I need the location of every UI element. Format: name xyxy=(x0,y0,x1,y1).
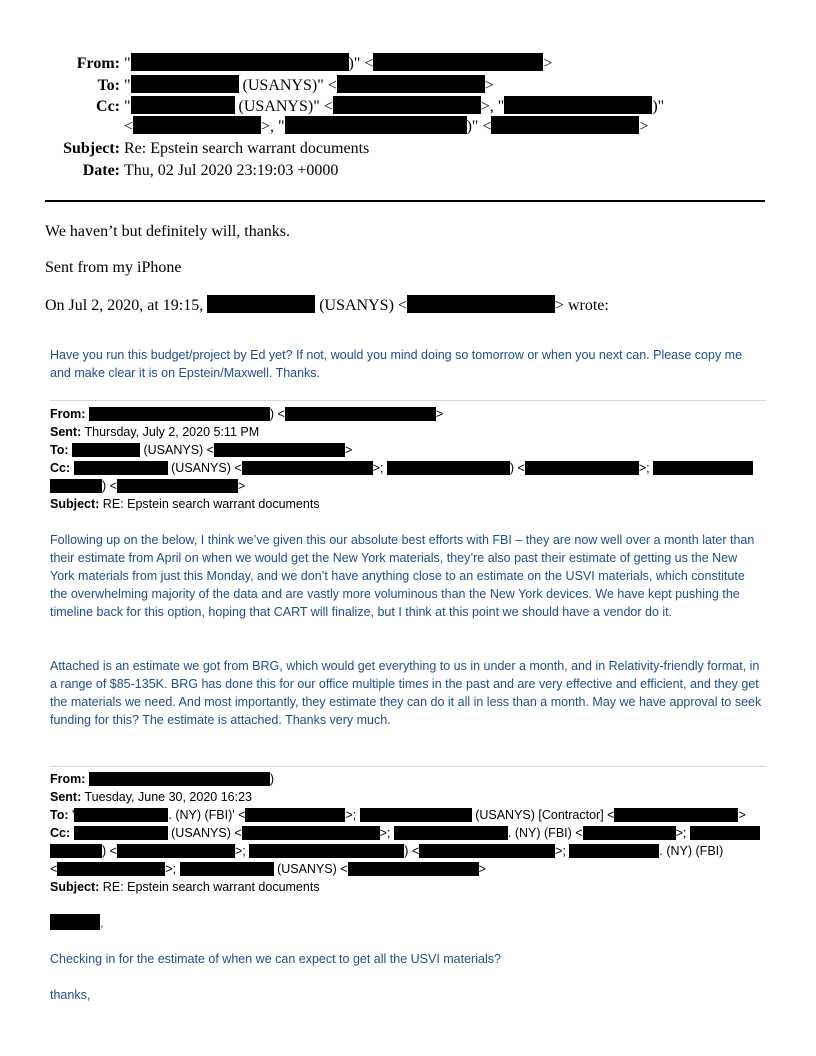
header-cc-text: (USANYS)" < xyxy=(238,98,333,115)
header-cc2-mid2: )" < xyxy=(466,118,492,135)
msg3-cc-row-2 xyxy=(50,842,723,860)
redaction-box xyxy=(131,53,349,71)
header-divider xyxy=(45,200,765,202)
msg2-paragraph-2: Attached is an estimate we got from BRG, which would get everything to us in under a month, and in Relativity-friendly format, in a range of $85-135K. BRG has done this for our office multiple times in the past and are very effective and efficient, and they get the materials we need. And most importantly, they estimate they can do it all in less than a month. May we have approval to seek funding for this? The estimate is attached. Thanks very much. xyxy=(50,659,762,727)
msg2-from-mid: ) < xyxy=(269,407,285,421)
msg3-cc-row xyxy=(50,824,760,842)
redaction-box xyxy=(249,844,404,858)
header-cc2-mid: >, " xyxy=(261,118,285,135)
redaction-box xyxy=(57,862,165,876)
reply-line-1: We haven’t but definitely will, thanks. xyxy=(45,223,291,240)
msg3-cc2-text-4: >; xyxy=(555,844,566,858)
redaction-box xyxy=(394,826,508,840)
header-from-value xyxy=(124,53,552,74)
msg2-sent-value: Thursday, July 2, 2020 5:11 PM xyxy=(84,425,260,439)
msg3-sent-row xyxy=(50,788,252,806)
msg3-greeting-comma: , xyxy=(100,916,104,930)
msg2-to-row xyxy=(50,441,352,459)
msg3-cc-label: Cc: xyxy=(50,826,71,840)
header-cc2-end: > xyxy=(639,118,649,135)
msg2-subject-value: RE: Epstein search warrant documents xyxy=(102,497,320,511)
redaction-box xyxy=(50,914,100,930)
quote-intro-prefix: On Jul 2, 2020, at 19:15, xyxy=(45,297,204,314)
msg3-greeting xyxy=(50,914,103,932)
quote-intro-mid: (USANYS) < xyxy=(319,297,407,314)
redaction-box xyxy=(491,116,639,134)
redaction-box xyxy=(419,844,555,858)
msg3-cc-text-1: (USANYS) < xyxy=(171,826,242,840)
msg3-to-row xyxy=(50,806,746,824)
header-cc-mid: >, " xyxy=(480,98,505,115)
message-separator xyxy=(50,400,766,401)
header-to-value xyxy=(124,75,494,96)
reply-quote-intro xyxy=(45,295,609,315)
msg2-to-end: > xyxy=(345,443,353,457)
redaction-box xyxy=(337,75,485,93)
redaction-box xyxy=(131,75,239,93)
redaction-box xyxy=(285,407,436,421)
header-cc-value xyxy=(124,96,664,117)
reply-signature: Sent from my iPhone xyxy=(45,259,182,276)
header-to-end: > xyxy=(484,77,494,94)
msg3-cc2-text-1: ) < xyxy=(102,844,117,858)
redaction-box xyxy=(690,826,760,840)
header-cc-row-2 xyxy=(124,116,649,137)
msg3-subject-row xyxy=(50,878,320,896)
header-date-value: Thu, 02 Jul 2020 23:19:03 +0000 xyxy=(124,162,339,179)
msg3-cc3-text-2: (USANYS) < xyxy=(277,862,348,876)
redaction-box xyxy=(133,116,261,134)
redaction-box xyxy=(653,461,753,475)
msg3-sent-label: Sent: xyxy=(50,790,82,804)
header-from-mid: )" < xyxy=(348,55,374,72)
redaction-box xyxy=(583,826,676,840)
redaction-box xyxy=(74,826,168,840)
redaction-box xyxy=(407,295,555,313)
redaction-box xyxy=(89,772,270,786)
msg3-cc3-text-3: > xyxy=(478,862,486,876)
header-to-label: To: xyxy=(97,77,120,94)
redaction-box xyxy=(373,53,543,71)
redaction-box xyxy=(242,461,373,475)
msg3-from-label: From: xyxy=(50,772,86,786)
redaction-box xyxy=(387,461,510,475)
msg3-cc2-text-3: ) < xyxy=(404,844,420,858)
msg2-paragraph-1: Following up on the below, I think we’ve given this our absolute best efforts with FBI – they are now well over a month later than their estimate from April on when we would get the New York materials, they’re also past their estimate of getting us the New York materials from just this Monday, and we don’t have anything close to an estimate on the USVI materials, which constitute the overwhelming majority of the data and are vastly more voluminous than the New York devices. We have kept pushing the timeline back for this option, hoping that CART will finalize, but I think at this point we should have a vendor do it. xyxy=(50,533,755,619)
msg2-from-end: > xyxy=(435,407,444,421)
msg3-cc-text-4: >; xyxy=(675,826,687,840)
msg3-body-line: Checking in for the estimate of when we can expect to get all the USVI materials? xyxy=(50,952,501,966)
redaction-box xyxy=(50,479,102,493)
msg3-to-text-3: (USANYS) [Contractor] < xyxy=(475,808,615,822)
msg2-cc-mid2: ) < xyxy=(509,461,525,475)
msg3-to-text-2: >; xyxy=(345,808,357,822)
message-separator xyxy=(50,766,766,767)
msg2-sent-row xyxy=(50,423,259,441)
header-cc-label: Cc: xyxy=(96,98,120,115)
header-date-label: Date: xyxy=(82,162,120,179)
header-to-quote: " xyxy=(124,77,131,94)
header-to-row xyxy=(0,75,816,96)
redaction-box xyxy=(214,443,345,457)
header-from-end: > xyxy=(543,55,553,72)
redaction-box xyxy=(89,407,270,421)
redaction-box xyxy=(614,808,738,822)
redaction-box xyxy=(333,96,481,114)
msg3-cc2-text-5: . (NY) (FBI) xyxy=(659,844,724,858)
msg3-cc-row-3 xyxy=(50,860,486,878)
redaction-box xyxy=(117,479,238,493)
msg3-sent-value: Tuesday, June 30, 2020 16:23 xyxy=(84,790,252,804)
redaction-box xyxy=(74,808,168,822)
msg3-to-label: To: xyxy=(50,808,69,822)
quoted-message-text: Have you run this budget/project by Ed yet? If not, would you mind doing so tomorrow or when you next can. Please copy me and make clear it is on Epstein/Maxwell. Thanks. xyxy=(50,348,743,380)
header-cc-end: )" xyxy=(652,98,665,115)
redaction-box xyxy=(117,844,235,858)
redaction-box xyxy=(525,461,639,475)
redaction-box xyxy=(180,862,274,876)
msg2-cc-row xyxy=(50,459,753,477)
msg3-from-end: ) xyxy=(269,772,275,786)
redaction-box xyxy=(131,96,235,114)
msg3-subject-value: RE: Epstein search warrant documents xyxy=(102,880,320,894)
msg2-cc2-mid: ) < xyxy=(102,479,117,493)
msg2-from-row xyxy=(50,405,443,423)
msg3-to-text-1: . (NY) (FBI)' < xyxy=(168,808,246,822)
header-cc2-start: < xyxy=(124,118,134,135)
redaction-box xyxy=(245,808,345,822)
msg2-to-label: To: xyxy=(50,443,69,457)
header-from-quote: " xyxy=(124,55,131,72)
header-cc-row xyxy=(0,96,816,117)
msg3-cc3-text-0: < xyxy=(50,862,58,876)
header-subject-row xyxy=(0,138,816,159)
msg3-to-quote: ' xyxy=(72,808,75,822)
header-date-row xyxy=(0,160,816,181)
msg2-subject-label: Subject: xyxy=(50,497,100,511)
redaction-box xyxy=(569,844,659,858)
header-to-text: (USANYS)" < xyxy=(242,77,337,94)
redaction-box xyxy=(50,844,102,858)
header-from-label: From: xyxy=(76,55,120,72)
msg3-cc3-text-1: >; xyxy=(165,862,177,876)
quote-intro-suffix: > wrote: xyxy=(554,297,609,314)
msg2-cc-end: >; xyxy=(638,461,650,475)
msg3-to-end: > xyxy=(738,808,746,822)
msg2-cc2-end: > xyxy=(237,479,246,493)
msg2-cc-label: Cc: xyxy=(50,461,71,475)
msg2-from-label: From: xyxy=(50,407,86,421)
redaction-box xyxy=(285,116,467,134)
msg3-subject-label: Subject: xyxy=(50,880,100,894)
msg2-cc-row-2 xyxy=(50,477,245,495)
msg2-sent-label: Sent: xyxy=(50,425,82,439)
msg3-from-row xyxy=(50,770,274,788)
header-from-row xyxy=(0,53,816,74)
msg3-signoff: thanks, xyxy=(50,988,91,1002)
msg3-cc2-text-2: >; xyxy=(234,844,246,858)
redaction-box xyxy=(242,826,380,840)
msg2-subject-row xyxy=(50,495,320,513)
redaction-box xyxy=(348,862,479,876)
msg2-cc-value: (USANYS) < xyxy=(171,461,242,475)
msg3-cc-text-2: >; xyxy=(379,826,391,840)
msg2-to-value: (USANYS) < xyxy=(143,443,214,457)
redaction-box xyxy=(207,295,315,313)
redaction-box xyxy=(74,461,168,475)
msg2-cc-mid: >; xyxy=(372,461,384,475)
msg3-cc-text-3: . (NY) (FBI) < xyxy=(507,826,583,840)
redaction-box xyxy=(72,443,140,457)
header-subject-value: Re: Epstein search warrant documents xyxy=(124,140,370,157)
header-subject-label: Subject: xyxy=(63,140,120,157)
redaction-box xyxy=(504,96,652,114)
redaction-box xyxy=(360,808,472,822)
header-cc-quote: " xyxy=(124,98,131,115)
